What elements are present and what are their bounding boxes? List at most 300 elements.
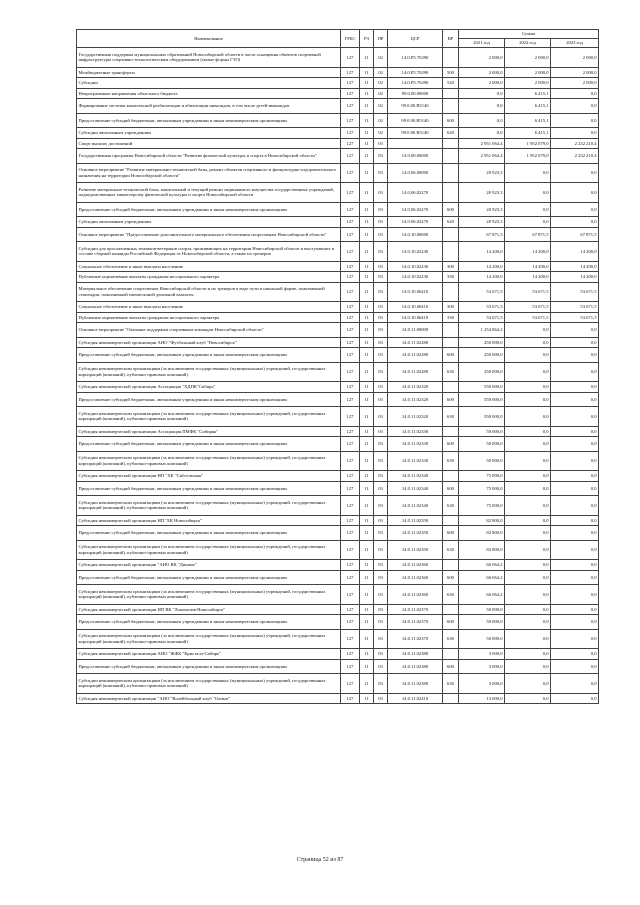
header-pr: ПР	[374, 30, 388, 48]
cell-2022: 0,0	[505, 629, 551, 649]
cell-name: Субсидии некоммерческим организациям (за исключением государственных (муниципальных) учреждений, государственных корпораций (компаний), публично-правовых компаний)	[77, 496, 341, 516]
cell-vr	[443, 282, 459, 302]
cell-name: Субсидии некоммерческим организациям (за исключением государственных (муниципальных) учреждений, государственных корпораций (компаний), публично-правовых компаний)	[77, 629, 341, 649]
cell-rz: 11	[360, 48, 374, 68]
cell-csr: 14.0.P5.70290	[388, 48, 443, 68]
cell-2021: 20 923,3	[459, 202, 505, 217]
cell-pr: 03	[374, 604, 388, 615]
cell-pr: 03	[374, 560, 388, 571]
cell-vr: 630	[443, 585, 459, 605]
cell-2021: 0,0	[459, 99, 505, 114]
cell-pr: 03	[374, 426, 388, 437]
header-vr: ВР	[443, 30, 459, 48]
cell-2023: 53 671,5	[551, 312, 599, 323]
cell-grbs: 127	[341, 496, 360, 516]
cell-name: Основное мероприятие "Предоставление дополнительного материального обеспечения спортсменам Новосибирской области"	[77, 227, 341, 242]
cell-csr: 14.0.11.02360	[388, 570, 443, 585]
cell-2021: 20 923,3	[459, 183, 505, 203]
cell-pr: 03	[374, 323, 388, 338]
cell-name: Субсидия некоммерческой организации "АНО ВК "Динамо"	[77, 560, 341, 571]
cell-2023: 0,0	[551, 382, 599, 393]
cell-name: Социальное обеспечение и иные выплаты населению	[77, 261, 341, 272]
header-rz: РЗ	[360, 30, 374, 48]
table-row	[77, 242, 599, 262]
cell-csr: 14.0.11.02330	[388, 437, 443, 452]
cell-2023: 14 200,0	[551, 272, 599, 283]
table-row	[77, 113, 599, 128]
cell-vr	[443, 382, 459, 393]
cell-vr: 630	[443, 451, 459, 471]
cell-rz: 11	[360, 183, 374, 203]
table-row	[77, 585, 599, 605]
cell-rz: 11	[360, 604, 374, 615]
cell-2023: 0,0	[551, 437, 599, 452]
cell-2021: 3 000,0	[459, 659, 505, 674]
cell-2021: 20 923,3	[459, 217, 505, 228]
cell-vr: 630	[443, 540, 459, 560]
cell-2022: 0,0	[505, 407, 551, 427]
cell-vr	[443, 693, 459, 704]
cell-grbs: 127	[341, 693, 360, 704]
cell-grbs: 127	[341, 392, 360, 407]
table-row	[77, 496, 599, 516]
cell-2023: 0,0	[551, 392, 599, 407]
table-row	[77, 451, 599, 471]
cell-rz: 11	[360, 540, 374, 560]
cell-name: Субсидии автономным учреждениям	[77, 217, 341, 228]
table-row	[77, 481, 599, 496]
cell-csr: 14.0.10.00000	[388, 227, 443, 242]
cell-vr: 630	[443, 407, 459, 427]
cell-2023: 53 671,5	[551, 282, 599, 302]
cell-vr: 600	[443, 113, 459, 128]
cell-2021: 67 871,5	[459, 227, 505, 242]
cell-pr: 02	[374, 113, 388, 128]
table-row	[77, 302, 599, 313]
cell-grbs: 127	[341, 272, 360, 283]
cell-csr: 14.0.11.02340	[388, 496, 443, 516]
cell-rz: 11	[360, 99, 374, 114]
cell-2021: 82 800,0	[459, 540, 505, 560]
cell-2023: 0,0	[551, 674, 599, 694]
cell-pr: 03	[374, 217, 388, 228]
cell-rz: 11	[360, 426, 374, 437]
cell-pr: 03	[374, 659, 388, 674]
cell-2021: 2 000,0	[459, 48, 505, 68]
cell-csr: 14.0.11.02410	[388, 693, 443, 704]
table-row	[77, 202, 599, 217]
cell-rz: 11	[360, 693, 374, 704]
table-row	[77, 88, 599, 99]
cell-rz: 11	[360, 560, 374, 571]
cell-grbs: 127	[341, 674, 360, 694]
cell-rz: 11	[360, 348, 374, 363]
cell-csr: 14.0.06.02270	[388, 183, 443, 203]
cell-csr: 14.0.11.02370	[388, 629, 443, 649]
cell-2023: 0,0	[551, 113, 599, 128]
cell-2021: 14 200,0	[459, 272, 505, 283]
cell-2023: 0,0	[551, 348, 599, 363]
cell-name: Предоставление субсидий бюджетным, автономным учреждениям и иным некоммерческим организациям	[77, 437, 341, 452]
cell-name: Субсидии некоммерческим организациям (за исключением государственных (муниципальных) учреждений, государственных корпораций (компаний), публично-правовых компаний)	[77, 540, 341, 560]
cell-2021: 250 000,0	[459, 348, 505, 363]
table-row	[77, 659, 599, 674]
cell-vr: 520	[443, 78, 459, 89]
cell-pr: 03	[374, 615, 388, 630]
cell-2022: 53 671,5	[505, 282, 551, 302]
cell-csr: 14.0.11.02330	[388, 426, 443, 437]
cell-name: Формирование системы комплексной реабилитации и абилитации инвалидов, в том числе детей-инвалидов	[77, 99, 341, 114]
cell-name: Субсидия некоммерческой организации АНО "ЖФК "Кристалл-Сибирь"	[77, 649, 341, 660]
cell-vr: 630	[443, 496, 459, 516]
cell-rz: 11	[360, 202, 374, 217]
cell-2022: 6 415,1	[505, 88, 551, 99]
cell-grbs: 127	[341, 540, 360, 560]
cell-2021: 2 000,0	[459, 67, 505, 78]
cell-grbs: 127	[341, 242, 360, 262]
cell-pr: 03	[374, 272, 388, 283]
cell-vr	[443, 48, 459, 68]
cell-2022: 0,0	[505, 693, 551, 704]
cell-name: Субсидии некоммерческим организациям (за исключением государственных (муниципальных) учреждений, государственных корпораций (компаний), публично-правовых компаний)	[77, 674, 341, 694]
cell-2021: 66 064,2	[459, 570, 505, 585]
cell-grbs: 127	[341, 570, 360, 585]
cell-2023: 14 200,0	[551, 261, 599, 272]
table-row	[77, 515, 599, 526]
cell-2023: 0,0	[551, 323, 599, 338]
cell-pr: 03	[374, 481, 388, 496]
cell-vr	[443, 149, 459, 164]
cell-rz: 11	[360, 362, 374, 382]
cell-2021: 50 000,0	[459, 629, 505, 649]
cell-2022: 0,0	[505, 362, 551, 382]
cell-pr: 03	[374, 451, 388, 471]
cell-2022: 0,0	[505, 615, 551, 630]
table-row	[77, 149, 599, 164]
cell-pr: 03	[374, 149, 388, 164]
cell-pr: 03	[374, 526, 388, 541]
table-row	[77, 526, 599, 541]
cell-grbs: 127	[341, 78, 360, 89]
cell-pr: 03	[374, 202, 388, 217]
cell-vr	[443, 227, 459, 242]
header-year-2021: 2021 год	[459, 39, 505, 48]
header-sums: Сумма	[459, 30, 599, 39]
cell-2022: 0,0	[505, 674, 551, 694]
cell-grbs: 127	[341, 526, 360, 541]
header-year-2022: 2022 год	[505, 39, 551, 48]
cell-rz: 11	[360, 629, 374, 649]
cell-2023: 0,0	[551, 202, 599, 217]
cell-rz: 11	[360, 515, 374, 526]
cell-2022: 0,0	[505, 348, 551, 363]
cell-csr: 14.0.P5.70290	[388, 67, 443, 78]
cell-rz: 11	[360, 570, 374, 585]
cell-pr: 03	[374, 183, 388, 203]
cell-grbs: 127	[341, 604, 360, 615]
cell-2023: 53 671,5	[551, 302, 599, 313]
table-row	[77, 78, 599, 89]
cell-pr: 02	[374, 99, 388, 114]
cell-grbs: 127	[341, 202, 360, 217]
cell-csr: 14.0.11.02280	[388, 337, 443, 348]
cell-name: Основное мероприятие "Развитие материально-технической базы, ремонт объектов спортивного и физкультурно-оздоровительного назначения на территории Новосибирской области"	[77, 163, 341, 183]
cell-2023: 0,0	[551, 649, 599, 660]
table-row	[77, 138, 599, 149]
cell-2022: 0,0	[505, 570, 551, 585]
cell-grbs: 127	[341, 615, 360, 630]
table-row	[77, 337, 599, 348]
cell-rz: 11	[360, 615, 374, 630]
cell-rz: 11	[360, 382, 374, 393]
table-row	[77, 693, 599, 704]
cell-2022: 2 000,0	[505, 78, 551, 89]
cell-csr: 14.0.06.02270	[388, 202, 443, 217]
cell-2022: 0,0	[505, 437, 551, 452]
cell-csr: 14.0.11.02330	[388, 451, 443, 471]
cell-2023: 2 232 210,4	[551, 149, 599, 164]
table-row	[77, 312, 599, 323]
cell-pr: 03	[374, 540, 388, 560]
table-row	[77, 560, 599, 571]
cell-2022: 0,0	[505, 604, 551, 615]
cell-2023: 0,0	[551, 585, 599, 605]
cell-2021: 82 800,0	[459, 515, 505, 526]
cell-csr: 14.0.10.06410	[388, 312, 443, 323]
cell-csr: 14.0.11.02380	[388, 659, 443, 674]
cell-2022: 14 200,0	[505, 242, 551, 262]
cell-2023: 2 000,0	[551, 78, 599, 89]
cell-csr: 14.0.11.02370	[388, 615, 443, 630]
cell-csr: 14.0.11.02380	[388, 649, 443, 660]
cell-2022: 2 000,0	[505, 67, 551, 78]
cell-2023: 0,0	[551, 337, 599, 348]
cell-grbs: 127	[341, 362, 360, 382]
cell-vr	[443, 426, 459, 437]
cell-2022: 0,0	[505, 337, 551, 348]
cell-2022: 0,0	[505, 202, 551, 217]
cell-name: Субсидии автономным учреждениям	[77, 128, 341, 139]
cell-csr: 14.0.11.02340	[388, 481, 443, 496]
cell-rz: 11	[360, 649, 374, 660]
cell-2021: 0,0	[459, 128, 505, 139]
cell-rz: 11	[360, 526, 374, 541]
cell-2022: 0,0	[505, 515, 551, 526]
cell-vr	[443, 138, 459, 149]
cell-rz: 11	[360, 471, 374, 482]
cell-rz: 11	[360, 337, 374, 348]
cell-2021: 1 254 864,2	[459, 323, 505, 338]
cell-grbs: 127	[341, 113, 360, 128]
cell-2022: 1 952 079,0	[505, 149, 551, 164]
table-row	[77, 67, 599, 78]
cell-2021: 75 000,0	[459, 496, 505, 516]
cell-grbs: 127	[341, 407, 360, 427]
cell-grbs: 127	[341, 471, 360, 482]
cell-pr: 03	[374, 282, 388, 302]
cell-2023: 0,0	[551, 183, 599, 203]
cell-2023: 0,0	[551, 481, 599, 496]
cell-rz: 11	[360, 407, 374, 427]
cell-rz: 11	[360, 674, 374, 694]
cell-grbs: 127	[341, 659, 360, 674]
cell-grbs: 127	[341, 481, 360, 496]
cell-grbs: 127	[341, 99, 360, 114]
cell-2021: 20 923,3	[459, 163, 505, 183]
cell-grbs: 127	[341, 348, 360, 363]
cell-2023: 0,0	[551, 515, 599, 526]
cell-2023: 0,0	[551, 451, 599, 471]
cell-grbs: 127	[341, 128, 360, 139]
cell-rz: 11	[360, 302, 374, 313]
cell-2021: 2 951 064,4	[459, 138, 505, 149]
cell-csr: 99.0.00.R5140	[388, 128, 443, 139]
cell-grbs: 127	[341, 163, 360, 183]
cell-2023: 67 871,5	[551, 227, 599, 242]
cell-vr	[443, 560, 459, 571]
cell-vr: 630	[443, 629, 459, 649]
cell-2021: 2 951 064,4	[459, 149, 505, 164]
cell-vr	[443, 323, 459, 338]
cell-grbs: 127	[341, 451, 360, 471]
cell-pr: 03	[374, 242, 388, 262]
budget-table	[76, 29, 599, 704]
cell-2021: 82 800,0	[459, 526, 505, 541]
cell-2022: 0,0	[505, 163, 551, 183]
cell-name: Субсидия некоммерческой организации НП "БК Новосибирск"	[77, 515, 341, 526]
table-row	[77, 649, 599, 660]
cell-name: Субсидии для прославленных земляков-ветеранов спорта, проживающих на территории Новосибирской области и выступавших в составе сборной команды Российской Федерации от Новосибирской области, а также их тренеров	[77, 242, 341, 262]
table-row	[77, 426, 599, 437]
cell-csr: 99.0.00.R5140	[388, 99, 443, 114]
cell-2022: 6 415,1	[505, 99, 551, 114]
cell-grbs: 127	[341, 88, 360, 99]
cell-pr: 02	[374, 128, 388, 139]
cell-rz: 11	[360, 227, 374, 242]
cell-pr: 02	[374, 48, 388, 68]
cell-2023: 0,0	[551, 88, 599, 99]
cell-rz: 11	[360, 323, 374, 338]
cell-name: Непрограммные направления областного бюджета	[77, 88, 341, 99]
cell-grbs: 127	[341, 149, 360, 164]
cell-2023: 0,0	[551, 693, 599, 704]
cell-csr: 14.0.11.02280	[388, 362, 443, 382]
cell-name: Публичные нормативные выплаты гражданам несоциального характера	[77, 272, 341, 283]
table-row	[77, 272, 599, 283]
cell-2021: 3 000,0	[459, 674, 505, 694]
cell-vr: 600	[443, 526, 459, 541]
cell-2021: 0,0	[459, 88, 505, 99]
cell-grbs: 127	[341, 515, 360, 526]
cell-2022: 0,0	[505, 426, 551, 437]
cell-vr: 630	[443, 362, 459, 382]
cell-2022: 0,0	[505, 526, 551, 541]
cell-grbs: 127	[341, 183, 360, 203]
cell-pr: 03	[374, 674, 388, 694]
cell-2023: 0,0	[551, 99, 599, 114]
cell-pr: 02	[374, 67, 388, 78]
cell-csr: 14.0.11.02360	[388, 585, 443, 605]
cell-grbs: 127	[341, 323, 360, 338]
cell-csr: 99.0.00.00000	[388, 88, 443, 99]
cell-vr	[443, 99, 459, 114]
cell-grbs: 127	[341, 227, 360, 242]
table-row	[77, 323, 599, 338]
cell-csr: 14.0.11.02350	[388, 526, 443, 541]
cell-2023: 0,0	[551, 629, 599, 649]
cell-2023: 0,0	[551, 570, 599, 585]
cell-name: Развитие материально-технической базы, капитальный и текущий ремонт недвижимого имущества государственных учреждений, подведомственных министерству физической культуры и спорта Новосибирской области	[77, 183, 341, 203]
cell-2021: 75 000,0	[459, 471, 505, 482]
cell-2021: 66 064,2	[459, 585, 505, 605]
cell-pr: 03	[374, 392, 388, 407]
header-csr: ЦСР	[388, 30, 443, 48]
cell-rz: 11	[360, 585, 374, 605]
table-row	[77, 471, 599, 482]
cell-vr	[443, 604, 459, 615]
cell-csr: 14.0.11.02320	[388, 407, 443, 427]
cell-pr: 03	[374, 163, 388, 183]
cell-2023: 0,0	[551, 560, 599, 571]
cell-rz: 11	[360, 437, 374, 452]
cell-2022: 14 200,0	[505, 261, 551, 272]
cell-vr: 330	[443, 272, 459, 283]
page-number: Страница 52 из 87	[296, 857, 344, 863]
cell-csr: 14.0.06.00000	[388, 163, 443, 183]
cell-2022: 67 871,5	[505, 227, 551, 242]
cell-rz: 11	[360, 261, 374, 272]
cell-vr	[443, 88, 459, 99]
cell-grbs: 127	[341, 629, 360, 649]
cell-name: Предоставление субсидий бюджетным, автономным учреждениям и иным некоммерческим организациям	[77, 526, 341, 541]
table-row	[77, 282, 599, 302]
cell-vr	[443, 471, 459, 482]
cell-vr	[443, 163, 459, 183]
cell-csr: 14.0.11.00000	[388, 323, 443, 338]
cell-name: Основное мероприятие "Оказание поддержки спортивным командам Новосибирской области"	[77, 323, 341, 338]
cell-vr: 630	[443, 674, 459, 694]
cell-2022: 6 415,1	[505, 113, 551, 128]
cell-grbs: 127	[341, 337, 360, 348]
cell-2022: 0,0	[505, 560, 551, 571]
cell-csr: 14.0.11.02370	[388, 604, 443, 615]
cell-2021: 50 000,0	[459, 426, 505, 437]
cell-rz: 11	[360, 481, 374, 496]
cell-pr: 03	[374, 407, 388, 427]
cell-2023: 2 000,0	[551, 67, 599, 78]
cell-pr: 03	[374, 437, 388, 452]
cell-name: Субсидия некоммерческой организации Ассоциация ПМФК "Сибиряк"	[77, 426, 341, 437]
cell-2022: 53 671,5	[505, 302, 551, 313]
cell-rz: 11	[360, 78, 374, 89]
cell-csr: 14.0.10.02230	[388, 272, 443, 283]
cell-csr: 14.0.11.02360	[388, 560, 443, 571]
cell-pr: 03	[374, 570, 388, 585]
cell-grbs: 127	[341, 217, 360, 228]
cell-vr: 600	[443, 392, 459, 407]
table-body	[77, 48, 599, 704]
cell-2021: 550 000,0	[459, 407, 505, 427]
cell-name: Субсидии	[77, 78, 341, 89]
cell-2021: 50 000,0	[459, 604, 505, 615]
cell-rz: 11	[360, 392, 374, 407]
cell-name: Предоставление субсидий бюджетным, автономным учреждениям и иным некоммерческим организациям	[77, 348, 341, 363]
cell-rz: 11	[360, 138, 374, 149]
cell-rz: 11	[360, 312, 374, 323]
cell-grbs: 127	[341, 560, 360, 571]
table-row	[77, 128, 599, 139]
cell-pr: 03	[374, 362, 388, 382]
